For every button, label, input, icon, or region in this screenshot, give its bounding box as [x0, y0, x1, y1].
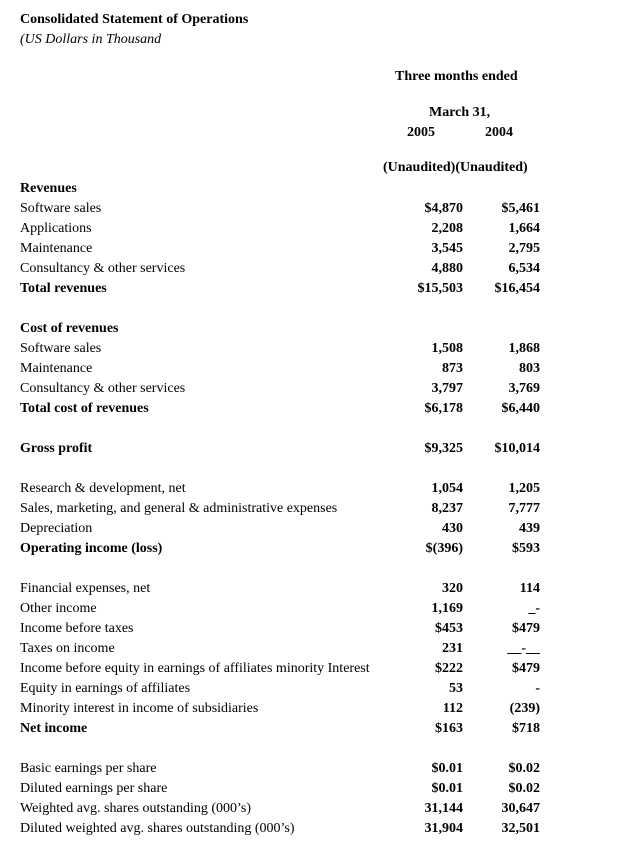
date-header: March 31, [429, 105, 491, 120]
value-2005: 31,144 [424, 801, 463, 816]
table-row [0, 779, 618, 799]
table-row [0, 539, 618, 559]
period-header: Three months ended [395, 69, 518, 84]
value-2004: 439 [519, 521, 540, 536]
table-row [0, 699, 618, 719]
row-label: Income before equity in earnings of affiliates minority Interest [20, 661, 370, 676]
value-2004: $10,014 [494, 441, 540, 456]
table-row [0, 179, 618, 199]
value-2004: $16,454 [494, 281, 540, 296]
row-label: Income before taxes [20, 621, 134, 636]
row-label: Software sales [20, 341, 102, 356]
table-row [0, 659, 618, 679]
value-2005: $453 [435, 621, 463, 636]
table-row [0, 719, 618, 739]
table-row [0, 199, 618, 219]
table-row [0, 279, 618, 299]
value-2004: 7,777 [508, 501, 540, 516]
row-label: Revenues [20, 181, 77, 196]
value-2005: $9,325 [424, 441, 463, 456]
row-label: Minority interest in income of subsidiaries [20, 701, 259, 716]
row-label: Equity in earnings of affiliates [20, 681, 191, 696]
value-2005: 8,237 [431, 501, 463, 516]
row-label: Financial expenses, net [20, 581, 151, 596]
table-row [0, 239, 618, 259]
value-2005: $163 [435, 721, 463, 736]
value-2005: 873 [442, 361, 463, 376]
year-2005-header: 2005 [407, 125, 435, 140]
value-2005: 112 [442, 701, 463, 716]
table-row [0, 499, 618, 519]
row-label: Weighted avg. shares outstanding (000’s) [20, 801, 251, 816]
row-label: Applications [20, 221, 92, 236]
table-row [0, 579, 618, 599]
table-row [0, 799, 618, 819]
table-row [0, 679, 618, 699]
value-2005: $(396) [425, 541, 463, 556]
value-2004: 1,868 [508, 341, 540, 356]
value-2004: (239) [509, 701, 540, 716]
value-2004: 114 [519, 581, 540, 596]
row-label: Total cost of revenues [20, 401, 149, 416]
statement-title: Consolidated Statement of Operations [20, 12, 249, 27]
value-2004: __-__ [507, 641, 540, 656]
value-2004: 30,647 [501, 801, 540, 816]
value-2005: $15,503 [417, 281, 463, 296]
row-label: Other income [20, 601, 97, 616]
value-2005: 1,169 [431, 601, 463, 616]
value-2005: 231 [442, 641, 463, 656]
table-row [0, 359, 618, 379]
table-row [0, 439, 618, 459]
table-row [0, 759, 618, 779]
row-label: Gross profit [20, 441, 93, 456]
row-label: Sales, marketing, and general & administrative expenses [20, 501, 338, 516]
value-2005: 3,545 [431, 241, 463, 256]
table-row [0, 819, 618, 839]
table-row [0, 339, 618, 359]
row-label: Maintenance [20, 241, 93, 256]
value-2004: $5,461 [501, 201, 540, 216]
value-2004: - [535, 681, 540, 696]
row-label: Depreciation [20, 521, 93, 536]
row-label: Consultancy & other services [20, 261, 186, 276]
value-2004: $479 [512, 661, 540, 676]
value-2005: 1,054 [431, 481, 463, 496]
row-label: Diluted weighted avg. shares outstanding (000’s) [20, 821, 295, 836]
row-label: Consultancy & other services [20, 381, 186, 396]
value-2004: 803 [519, 361, 540, 376]
value-2005: $6,178 [424, 401, 463, 416]
table-row [0, 619, 618, 639]
value-2004: $718 [512, 721, 540, 736]
table-row [0, 599, 618, 619]
value-2004: _- [528, 601, 540, 616]
value-2004: 6,534 [508, 261, 540, 276]
table-row [0, 379, 618, 399]
value-2004: $6,440 [501, 401, 540, 416]
value-2004: 3,769 [508, 381, 540, 396]
value-2005: $0.01 [431, 761, 463, 776]
value-2005: 430 [442, 521, 463, 536]
row-label: Software sales [20, 201, 102, 216]
row-label: Net income [20, 721, 88, 736]
value-2004: 2,795 [508, 241, 540, 256]
row-label: Cost of revenues [20, 321, 119, 336]
row-label: Basic earnings per share [20, 761, 157, 776]
row-label: Operating income (loss) [20, 541, 163, 556]
table-row [0, 259, 618, 279]
value-2004: 1,205 [508, 481, 540, 496]
table-row [0, 319, 618, 339]
table-row [0, 479, 618, 499]
row-label: Diluted earnings per share [20, 781, 168, 796]
value-2005: $222 [435, 661, 463, 676]
value-2004: 1,664 [508, 221, 540, 236]
value-2004: $479 [512, 621, 540, 636]
statement-subtitle: (US Dollars in Thousand [20, 32, 162, 47]
table-row [0, 639, 618, 659]
value-2005: 31,904 [424, 821, 463, 836]
value-2004: 32,501 [501, 821, 540, 836]
value-2005: $4,870 [424, 201, 463, 216]
row-label: Maintenance [20, 361, 93, 376]
value-2005: 4,880 [431, 261, 463, 276]
unaudited-header: (Unaudited)(Unaudited) [383, 160, 528, 175]
value-2005: 1,508 [431, 341, 463, 356]
value-2005: 2,208 [431, 221, 463, 236]
table-row [0, 219, 618, 239]
row-label: Taxes on income [20, 641, 115, 656]
value-2004: $593 [512, 541, 540, 556]
year-2004-header: 2004 [485, 125, 513, 140]
row-label: Total revenues [20, 281, 107, 296]
value-2004: $0.02 [508, 761, 540, 776]
value-2005: 320 [442, 581, 463, 596]
value-2005: 53 [449, 681, 463, 696]
value-2005: $0.01 [431, 781, 463, 796]
value-2004: $0.02 [508, 781, 540, 796]
table-row [0, 519, 618, 539]
row-label: Research & development, net [20, 481, 186, 496]
table-row [0, 399, 618, 419]
value-2005: 3,797 [431, 381, 463, 396]
